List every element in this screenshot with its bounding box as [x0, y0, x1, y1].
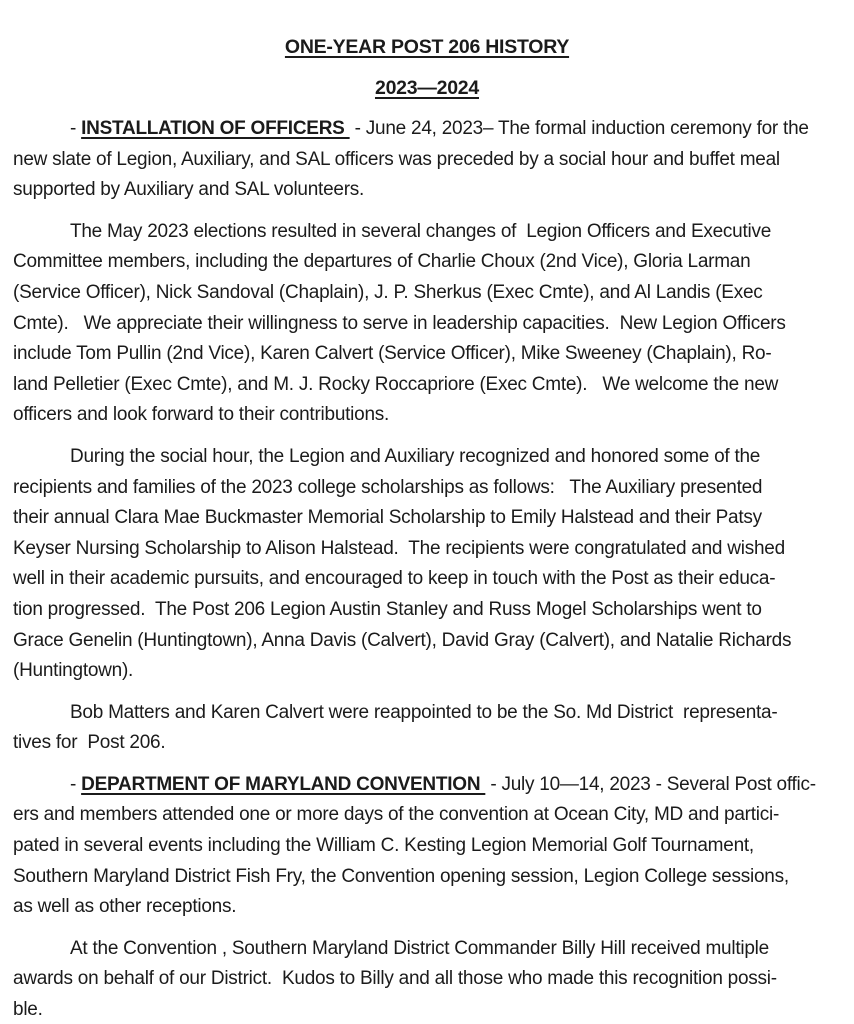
document-subtitle: [13, 73, 841, 104]
text-line: [13, 370, 841, 401]
document-title: [13, 32, 841, 63]
body-text: as well as other receptions.: [13, 896, 237, 918]
text-line: [13, 145, 841, 176]
body-text: Cmte). We appreciate their willingness to serve in leadership capacities. New Legion Officers: [13, 312, 786, 334]
text-line: [13, 309, 841, 340]
inline-heading-text: DEPARTMENT OF MARYLAND CONVENTION: [81, 773, 486, 795]
body-text: awards on behalf of our District. Kudos to Billy and all those who made this recognition possi-: [13, 968, 777, 990]
body-text: - July 10—14, 2023 - Several Post offic-: [485, 773, 816, 795]
body-text: officers and look forward to their contributions.: [13, 404, 390, 426]
body-text: ble.: [13, 999, 43, 1021]
text-line: [13, 995, 841, 1024]
text-line: [13, 728, 841, 759]
paragraph: [13, 442, 841, 687]
body-text: include Tom Pullin (2nd Vice), Karen Calvert (Service Officer), Mike Sweeney (Chaplain), Ro-: [13, 343, 772, 365]
text-line: [13, 442, 841, 473]
text-line: [13, 656, 841, 687]
text-line: [13, 964, 841, 995]
text-line: [13, 862, 841, 893]
paragraph: [13, 698, 841, 759]
body-text: new slate of Legion, Auxiliary, and SAL officers was preceded by a social hour and buffet meal: [13, 148, 780, 170]
body-text: (Service Officer), Nick Sandoval (Chaplain), J. P. Sherkus (Exec Cmte), and Al Landis (Exec: [13, 281, 763, 303]
text-line: [13, 473, 841, 504]
body-text: ers and members attended one or more days of the convention at Ocean City, MD and partici-: [13, 804, 780, 826]
text-line: [13, 503, 841, 534]
body-text: recipients and families of the 2023 college scholarships as follows: The Auxiliary presented: [13, 476, 763, 498]
text-line: [13, 831, 841, 862]
body-text: Grace Genelin (Huntingtown), Anna Davis (Calvert), David Gray (Calvert), and Natalie Richards: [13, 629, 792, 651]
body-text: supported by Auxiliary and SAL volunteers.: [13, 179, 365, 201]
text-line: [13, 339, 841, 370]
body-text: At the Convention , Southern Maryland District Commander Billy Hill received multiple: [70, 937, 769, 959]
body-text: pated in several events including the William C. Kesting Legion Memorial Golf Tournament,: [13, 835, 754, 857]
body-text: - June 24, 2023– The formal induction ceremony for the: [349, 118, 809, 139]
text-line: [13, 114, 841, 145]
text-line: [13, 247, 841, 278]
text-line: [13, 800, 841, 831]
body-text: their annual Clara Mae Buckmaster Memorial Scholarship to Emily Halstead and their Patsy: [13, 507, 762, 529]
document-title-text: ONE-YEAR POST 206 HISTORY: [284, 36, 570, 58]
text-line: [13, 698, 841, 729]
body-text: -: [70, 118, 82, 139]
text-line: [13, 400, 841, 431]
text-line: [13, 892, 841, 923]
text-line: [13, 595, 841, 626]
body-text: Keyser Nursing Scholarship to Alison Halstead. The recipients were congratulated and wished: [13, 537, 785, 559]
body-text: well in their academic pursuits, and encouraged to keep in touch with the Post as their educa-: [13, 568, 776, 590]
text-line: [13, 564, 841, 595]
paragraph: [13, 217, 841, 431]
paragraph: [13, 934, 841, 1024]
text-line: [13, 217, 841, 248]
body-text: During the social hour, the Legion and Auxiliary recognized and honored some of the: [70, 445, 761, 467]
text-line: [13, 770, 841, 801]
body-text: Bob Matters and Karen Calvert were reappointed to be the So. Md District representa-: [70, 701, 778, 723]
body-text: (Huntingtown).: [13, 660, 134, 682]
text-line: [13, 626, 841, 657]
text-line: [13, 278, 841, 309]
text-line: [13, 534, 841, 565]
inline-heading-text: INSTALLATION OF OFFICERS: [81, 118, 350, 139]
body-text: The May 2023 elections resulted in several changes of Legion Officers and Executive: [70, 220, 772, 242]
document-body: [13, 114, 841, 1024]
text-line: [13, 175, 841, 206]
body-text: tion progressed. The Post 206 Legion Austin Stanley and Russ Mogel Scholarships went to: [13, 598, 762, 620]
body-text: land Pelletier (Exec Cmte), and M. J. Rocky Roccapriore (Exec Cmte). We welcome the new: [13, 373, 779, 395]
body-text: Southern Maryland District Fish Fry, the Convention opening session, Legion College sessions,: [13, 865, 789, 887]
document-subtitle-text: 2023—2024: [374, 77, 479, 99]
body-text: -: [70, 773, 82, 795]
paragraph: [13, 114, 841, 206]
paragraph: [13, 770, 841, 923]
body-text: Committee members, including the departures of Charlie Choux (2nd Vice), Gloria Larman: [13, 251, 751, 273]
text-line: [13, 934, 841, 965]
body-text: tives for Post 206.: [13, 732, 166, 754]
